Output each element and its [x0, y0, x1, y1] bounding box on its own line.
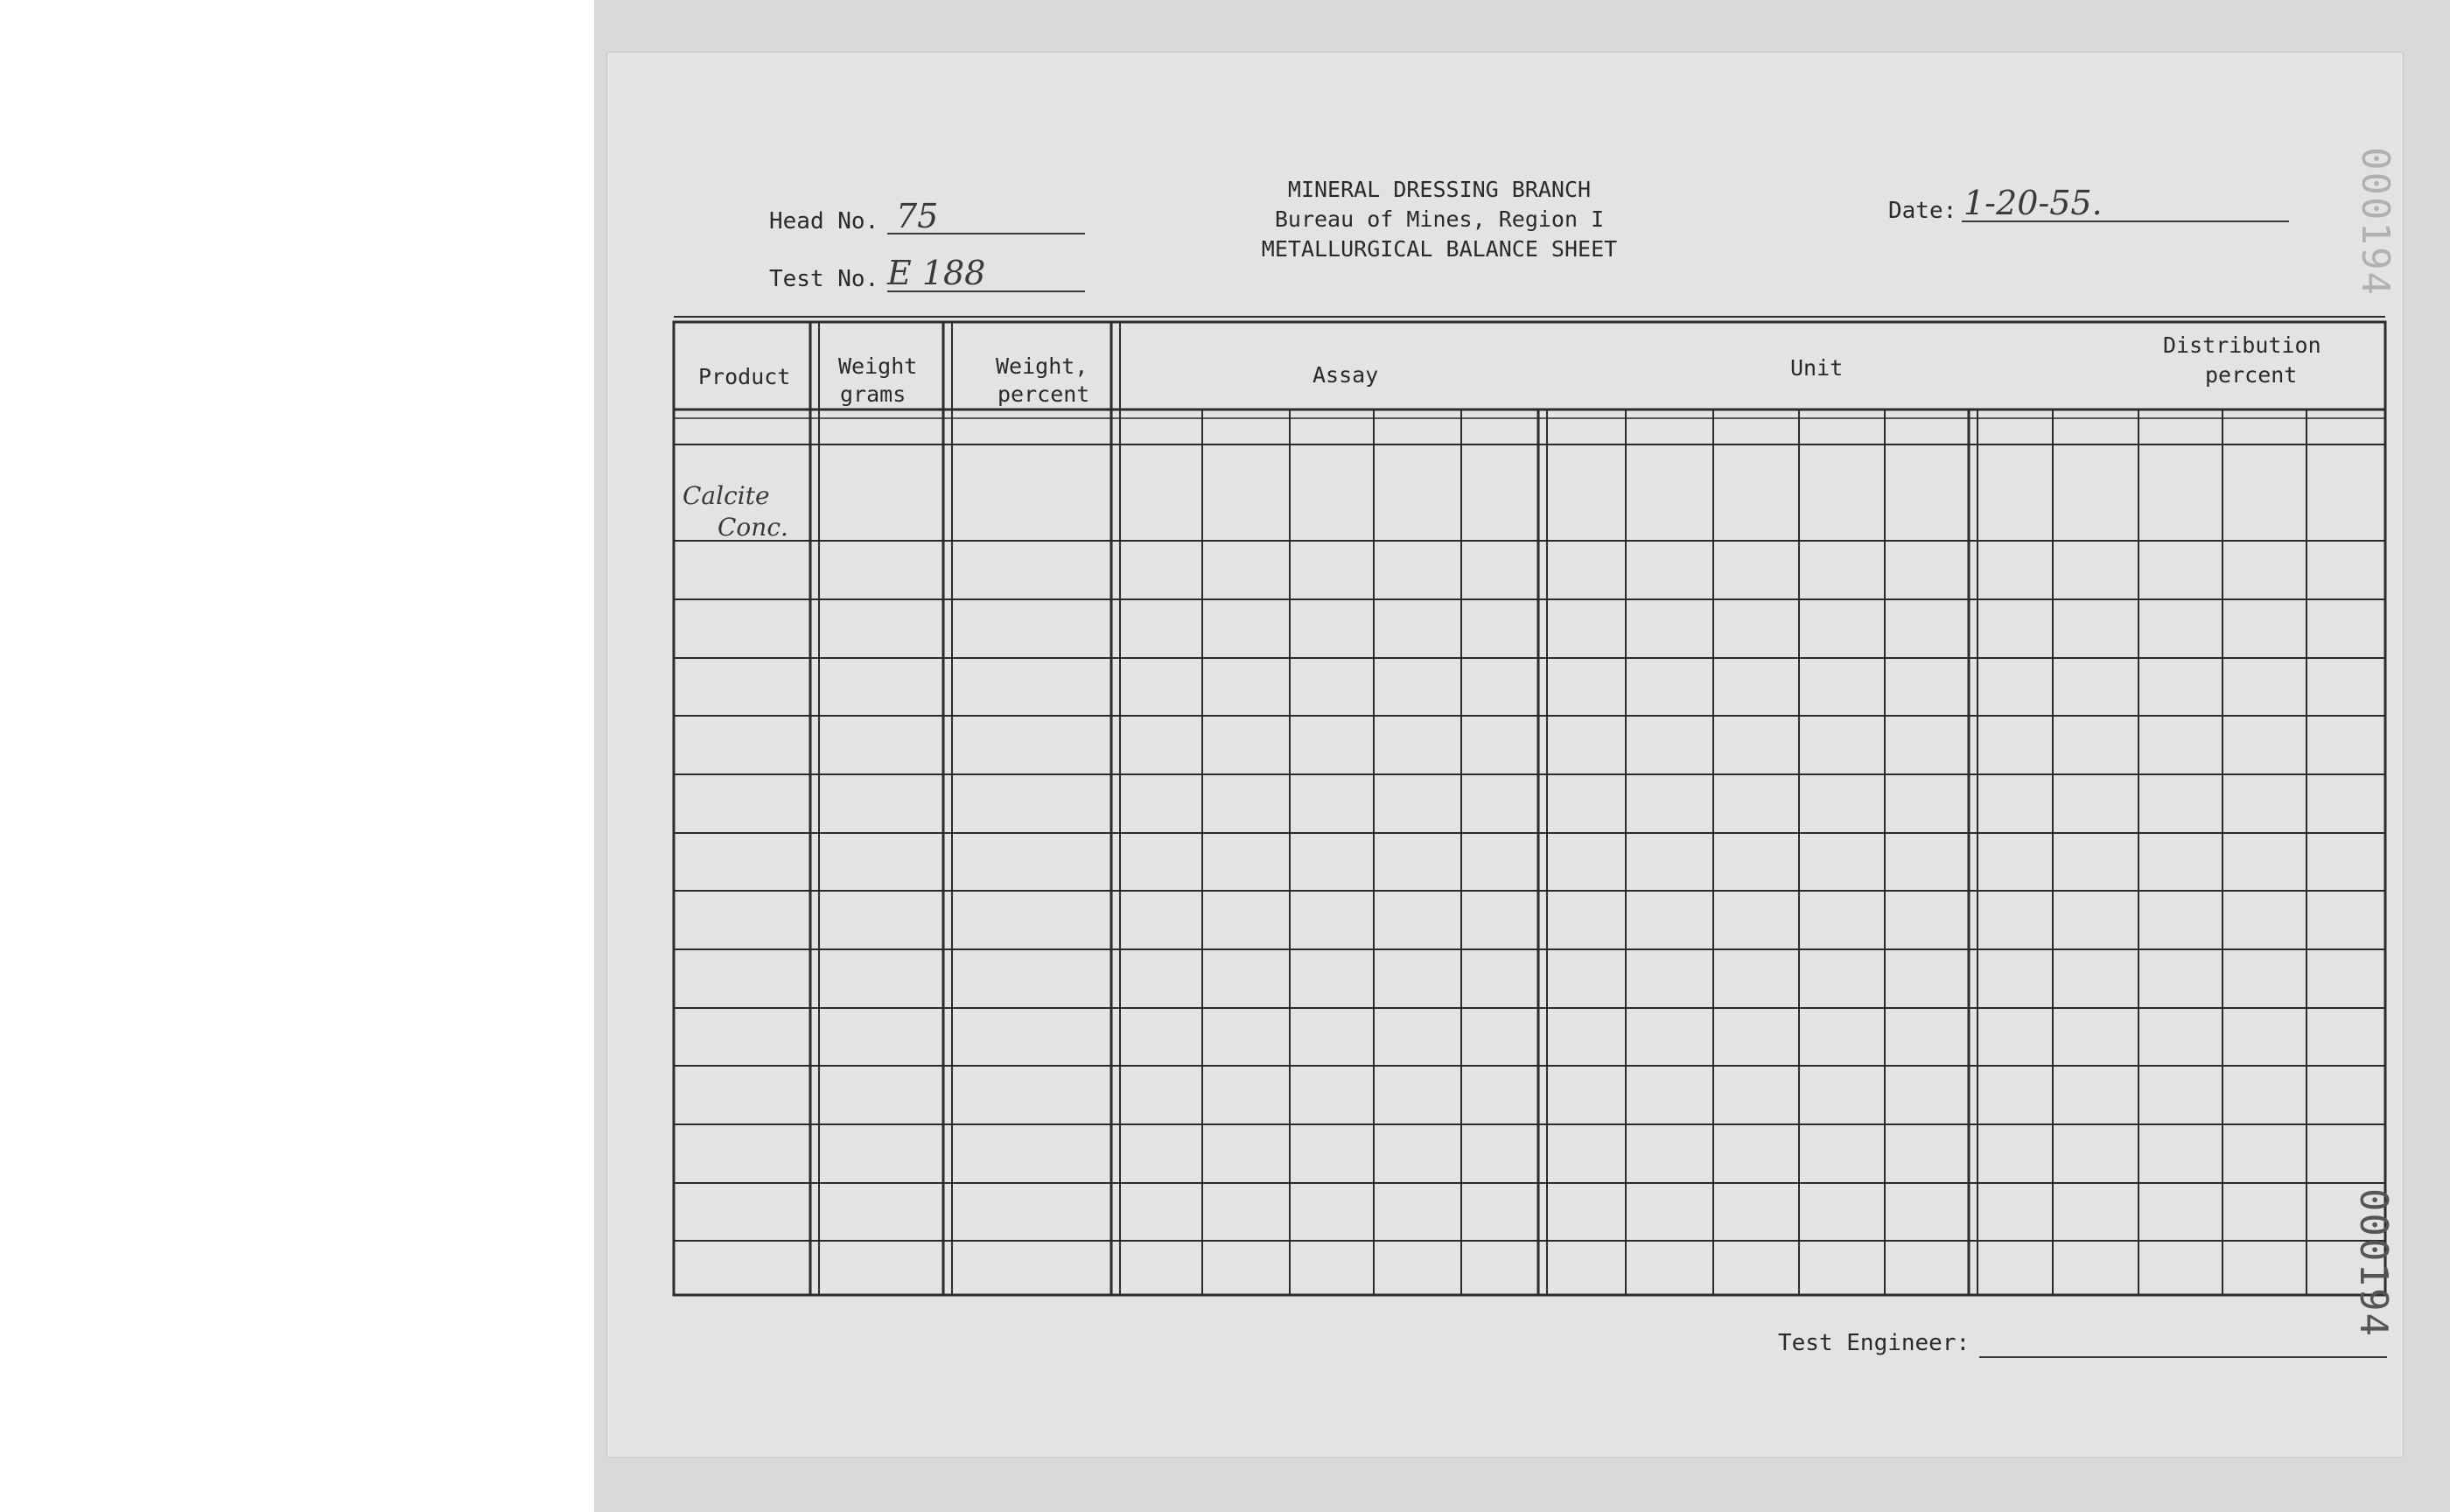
test-no-value: E 188 — [887, 254, 986, 292]
bureau-title: Bureau of Mines, Region I — [1274, 206, 1605, 232]
side-stamp-bottom: 000194 — [2351, 1188, 2396, 1338]
col-header-weight-percent-1: Weight, — [996, 354, 1088, 379]
product-entry-line-2: Conc. — [718, 513, 788, 542]
col-header-product: Product — [698, 364, 791, 389]
col-header-weight-grams-1: Weight — [838, 354, 918, 379]
balance-table-grid — [607, 52, 2403, 1457]
head-no-value: 75 — [896, 197, 939, 235]
sheet-title: METALLURGICAL BALANCE SHEET — [1261, 236, 1618, 262]
test-engineer-line — [1979, 1356, 2387, 1358]
col-header-weight-percent-2: percent — [998, 382, 1090, 407]
test-engineer-label: Test Engineer: — [1778, 1330, 1970, 1356]
side-stamp-top: 000194 — [2353, 147, 2398, 297]
product-entry-line-1: Calcite — [682, 481, 770, 510]
test-no-label: Test No. — [769, 266, 879, 292]
table-border — [674, 322, 2385, 1295]
col-header-weight-grams-2: grams — [840, 382, 906, 407]
balance-sheet-form — [607, 52, 2403, 1457]
col-header-assay: Assay — [1312, 362, 1379, 388]
col-header-unit: Unit — [1790, 355, 1844, 381]
col-header-distribution-1: Distribution — [2163, 332, 2321, 358]
head-no-label: Head No. — [769, 208, 879, 234]
date-label: Date: — [1888, 198, 1957, 224]
col-header-distribution-2: percent — [2205, 362, 2298, 388]
date-value: 1-20-55. — [1964, 184, 2103, 222]
branch-title: MINERAL DRESSING BRANCH — [1287, 177, 1592, 202]
